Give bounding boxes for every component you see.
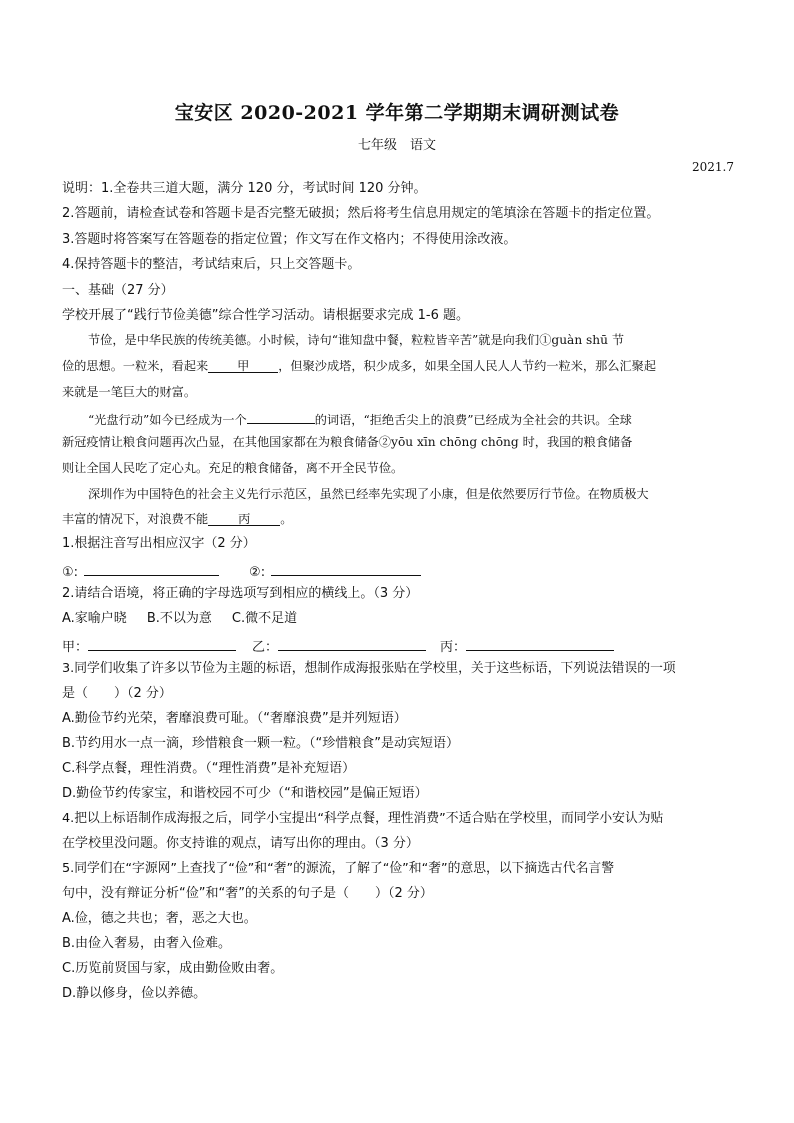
section-heading: 一、基础（27 分） [62,283,174,298]
instruction-3: 3.答题时将答案写在答题卷的指定位置；作文写在作文格内；不得使用涂改液。 [62,232,517,247]
question-3-option-d: D.勤俭节约传家宝，和谐校园不可少（“和谐校园”是偏正短语） [62,786,428,801]
passage-p1-line3: 来就是一笔巨大的财富。 [62,385,197,399]
blank-bing [208,510,280,526]
answer-label-yi: 乙： [252,640,279,655]
passage-text: “光盘行动”如今已经成为一个 [88,413,247,427]
question-5-option-b: B.由俭入奢易，由奢入俭难。 [62,936,232,951]
page-title: 宝安区 2020-2021 学年第二学期期末调研测试卷 [174,102,620,124]
passage-p1-line1: 节俭，是中华民族的传统美德。小时候，诗句“谁知盘中餐，粒粒皆辛苦”就是向我们①guàn shū 节 [88,333,625,347]
passage-text: 。 [280,512,293,526]
blank-bing-label: 丙 [238,512,251,526]
passage-p2-line2: 新冠疫情让粮食问题再次凸显，在其他国家都在为粮食储备②yōu xīn chōng chōng 时，我国的粮食储备 [62,435,633,449]
answer-blank-jia[interactable] [88,635,236,651]
answer-blank-yi[interactable] [278,635,426,651]
question-3-line2: 是（ ）（2 分） [62,686,172,701]
option-a: A.家喻户晓 [62,611,127,626]
answer-blank-bing[interactable] [466,635,614,651]
answer-blank-2[interactable] [271,560,421,576]
answer-label-bing: 丙： [440,640,467,655]
page-subtitle: 七年级 语文 [357,138,436,153]
question-2-answers [62,635,742,657]
blank-jia [208,357,278,373]
passage-text: 俭的思想。一粒米，看起来 [62,359,209,373]
question-5-line1: 5.同学们在“字源网”上查找了“俭”和“奢”的源流，了解了“俭”和“奢”的意思，以下摘选古代名言警 [62,861,614,876]
passage-p2-line1 [88,408,740,429]
instruction-4: 4.保持答题卡的整洁，考试结束后，只上交答题卡。 [62,257,361,272]
answer-label-jia: 甲： [62,640,89,655]
exam-date: 2021.7 [692,160,734,174]
answer-blank-1[interactable] [84,560,219,576]
passage-text: 的词语，“拒绝舌尖上的浪费”已经成为全社会的共识。全球 [314,413,632,427]
passage-text: 丰富的情况下，对浪费不能 [62,512,209,526]
question-2-options [62,610,742,628]
question-3-option-a: A.勤俭节约光荣，奢靡浪费可耻。（“奢靡浪费”是并列短语） [62,711,407,726]
instruction-1: 说明：1.全卷共三道大题，满分 120 分，考试时间 120 分钟。 [62,181,427,196]
passage-p1-line2 [62,357,740,375]
question-5-line2: 句中，没有辩证分析“俭”和“奢”的关系的句子是（ ）（2 分） [62,886,433,901]
instruction-2: 2.答题前，请检查试卷和答题卡是否完整无破损；然后将考生信息用规定的笔填涂在答题卡的指定位置。 [62,206,660,221]
answer-label-1: ①: [62,565,79,580]
question-5-option-d: D.静以修身，俭以养德。 [62,986,207,1001]
question-5-option-c: C.历览前贤国与家，成由勤俭败由奢。 [62,961,284,976]
passage-p3-line2 [62,510,740,528]
blank-yi [247,408,315,424]
question-3-line1: 3.同学们收集了许多以节俭为主题的标语，想制作成海报张贴在学校里，关于这些标语，下列说法错误的一项 [62,661,676,676]
section-intro: 学校开展了“践行节俭美德”综合性学习活动。请根据要求完成 1-6 题。 [62,308,469,323]
question-5-option-a: A.俭，德之共也；奢，恶之大也。 [62,911,257,926]
option-c: C.微不足道 [231,611,298,626]
passage-p3-line1: 深圳作为中国特色的社会主义先行示范区，虽然已经率先实现了小康，但是依然要厉行节俭。在物质极大 [88,487,649,501]
question-3-option-b: B.节约用水一点一滴，珍惜粮食一颗一粒。（“珍惜粮食”是动宾短语） [62,736,460,751]
question-1-answers [62,560,742,582]
answer-label-2: ②: [249,565,266,580]
question-4-line2: 在学校里没问题。你支持谁的观点，请写出你的理由。（3 分） [62,836,419,851]
question-2: 2.请结合语境，将正确的字母选项写到相应的横线上。（3 分） [62,586,419,601]
question-3-option-c: C.科学点餐，理性消费。（“理性消费”是补充短语） [62,761,356,776]
passage-text: ，但聚沙成塔，积少成多，如果全国人民人人节约一粒米，那么汇聚起 [278,359,657,373]
blank-jia-label: 甲 [237,359,250,373]
question-1: 1.根据注音写出相应汉字（2 分） [62,536,256,551]
option-b: B.不以为意 [146,611,212,626]
passage-p2-line3: 则让全国人民吃了定心丸。充足的粮食储备，离不开全民节俭。 [62,461,404,475]
question-4-line1: 4.把以上标语制作成海报之后，同学小宝提出“科学点餐，理性消费”不适合贴在学校里，而同学小安认为贴 [62,811,664,826]
